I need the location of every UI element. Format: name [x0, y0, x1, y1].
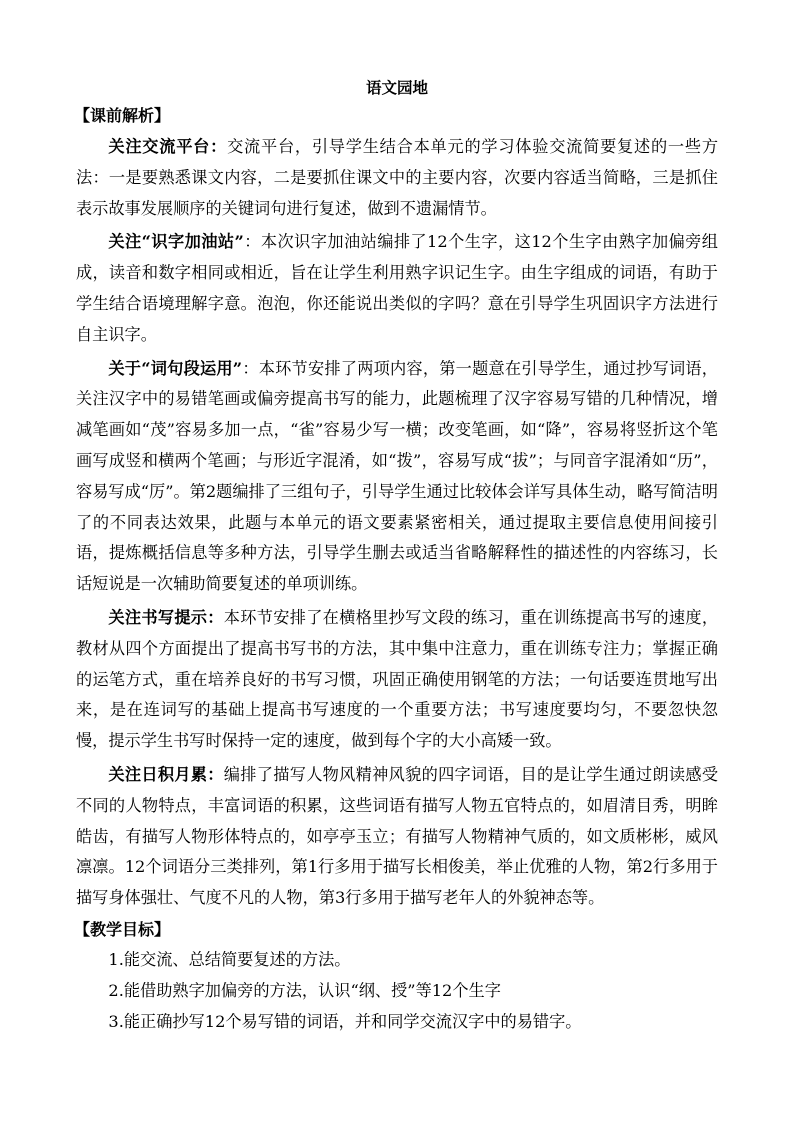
paragraph-word-sentence-use	[76, 354, 718, 600]
paragraph-text: ：本环节安排了两项内容，第一题意在引导学生，通过抄写词语，关注汉字中的易错笔画或偏旁提高书写的能力，此题梳理了汉字容易写错的几种情况，增减笔画如“茂”容易多加一点，“雀”容易少写一横；改变笔画，如“降”，容易将竖折这个笔画写成竖和横两个笔画；与形近字混淆，如“拨”，容易写成“拔”；与同音字混淆如“历”，容易写成“厉”。第2题编排了三组句子，引导学生通过比较体会详写具体生动，略写简洁明了的不同表达效果，此题与本单元的语文要素紧密相关，通过提取主要信息使用间接引语，提炼概括信息等多种方法，引导学生删去或适当省略解释性的描述性的内容练习，长话短说是一次辅助简要复述的单项训练。	[76, 358, 718, 594]
paragraph-text: 本环节安排了在横格里抄写文段的练习，重在训练提高书写的速度，教材从四个方面提出了提高书写书的方法，其中集中注意力，重在训练专注力；掌握正确的运笔方式，重在培养良好的书写习惯，巩固正确使用钢笔的方法；一句话要连贯地写出来，是在连词写的基础上提高书写速度的一个重要方法；书写速度要均匀，不要忽快忽慢，提示学生书写时保持一定的速度，做到每个字的大小高矮一致。	[76, 607, 719, 751]
goal-item: 3.能正确抄写12个易写错的词语，并和同学交流汉字中的易错字。	[108, 1011, 582, 1031]
paragraph-lead: 关注“识字加油站”	[108, 232, 244, 252]
paragraph-literacy-station	[76, 227, 718, 350]
paragraph-text: 交流平台，引导学生结合本单元的学习体验交流简要复述的一些方法：一是要熟悉课文内容，二是要抓住课文中的主要内容，次要内容适当简略，三是抓住表示故事发展顺序的关键词句进行复述，做到不遗漏情节。	[76, 137, 719, 218]
section-heading-goals: 【教学目标】	[74, 919, 171, 939]
goal-item: 2.能借助熟字加偏旁的方法，认识“纲、授”等12个生字	[108, 980, 501, 1000]
goal-item: 1.能交流、总结简要复述的方法。	[108, 949, 351, 969]
paragraph-text: ：本次识字加油站编排了12个生字，这12个生字由熟字加偏旁组成，读音和数字相同或相近，旨在让学生利用熟字识记生字。由生字组成的词语，有助于学生结合语境理解字意。泡泡，你还能说出类似的字吗？意在引导学生巩固识字方法进行自主识字。	[76, 232, 718, 344]
paragraph-lead: 关注日积月累：	[108, 764, 224, 784]
paragraph-writing-tips	[76, 603, 718, 757]
paragraph-daily-accumulation	[76, 760, 718, 914]
paragraph-lead: 关注交流平台：	[108, 137, 228, 156]
paragraph-exchange-platform	[76, 132, 718, 224]
section-heading-analysis: 【课前解析】	[74, 106, 171, 125]
paragraph-text: 编排了描写人物风精神风貌的四字词语，目的是让学生通过朗读感受不同的人物特点，丰富词语的积累，这些词语有描写人物五官特点的，如眉清目秀，明眸皓齿，有描写人物形体特点的，如亭亭玉立；有描写人物精神气质的，如文质彬彬，威风凛凛。12个词语分三类排列，第1行多用于描写长相俊美，举止优雅的人物，第2行多用于描写身体强壮、气度不凡的人物，第3行多用于描写老年人的外貌神态等。	[76, 764, 719, 908]
document-page	[76, 78, 718, 1037]
paragraph-lead: 关注书写提示：	[108, 607, 224, 627]
document-title: 语文园地	[365, 78, 428, 97]
paragraph-lead: 关于“词句段运用”	[108, 358, 243, 378]
